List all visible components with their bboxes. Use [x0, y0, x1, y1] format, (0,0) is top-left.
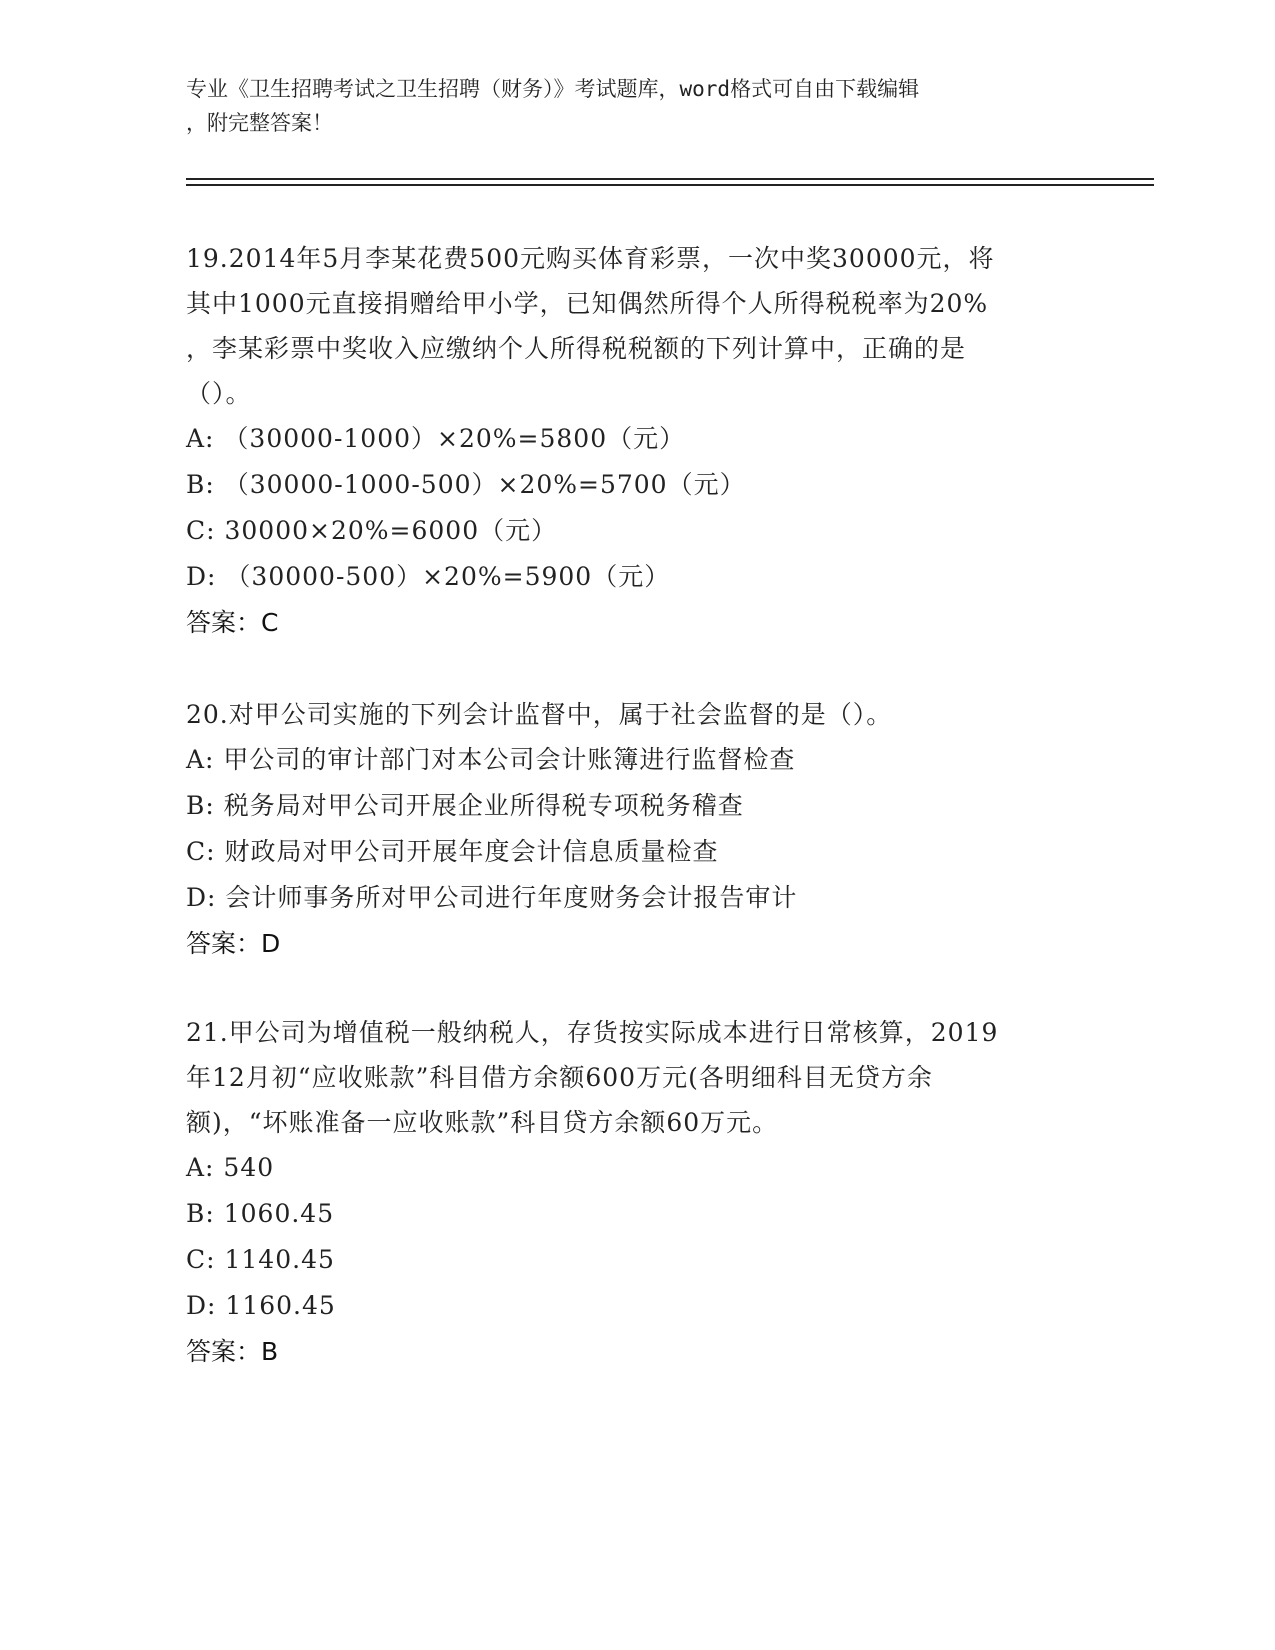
stem-line: 19.2014年5月李某花费500元购买体育彩票，一次中奖30000元，将	[186, 244, 995, 273]
option-b: B: 税务局对甲公司开展企业所得税专项税务稽查	[186, 791, 744, 820]
question-19	[186, 236, 1086, 646]
header-line-2: ，附完整答案！	[186, 111, 333, 135]
header-divider-bottom	[186, 184, 1154, 186]
answer-label: 答案：D	[186, 929, 281, 958]
option-c: C: 30000×20%=6000（元）	[186, 516, 558, 545]
stem-line: ，李某彩票中奖收入应缴纳个人所得税税额的下列计算中，正确的是	[186, 334, 967, 363]
question-20	[186, 692, 1086, 967]
header-line-1: 专业《卫生招聘考试之卫生招聘（财务）》考试题库，word格式可自由下载编辑	[186, 77, 920, 101]
option-a: A: （30000-1000）×20%=5800（元）	[186, 424, 686, 453]
answer-label: 答案：B	[186, 1337, 279, 1366]
stem-line: 其中1000元直接捐赠给甲小学，已知偶然所得个人所得税税率为20%	[186, 289, 989, 318]
stem-line: 年12月初“应收账款”科目借方余额600万元(各明细科目无贷方余	[186, 1063, 933, 1092]
option-c: C: 财政局对甲公司开展年度会计信息质量检查	[186, 837, 719, 866]
question-stem	[186, 236, 1086, 416]
document-header	[186, 72, 1076, 140]
stem-line: （）。	[186, 379, 252, 408]
option-c: C: 1140.45	[186, 1245, 335, 1274]
question-21	[186, 1010, 1086, 1375]
option-a: A: 540	[186, 1153, 275, 1182]
option-b: B: （30000-1000-500）×20%=5700（元）	[186, 470, 746, 499]
answer-label: 答案：C	[186, 608, 279, 637]
header-divider-top	[186, 178, 1154, 180]
stem-line: 20.对甲公司实施的下列会计监督中，属于社会监督的是（）。	[186, 700, 893, 729]
option-d: D: （30000-500）×20%=5900（元）	[186, 562, 671, 591]
question-stem	[186, 692, 1086, 737]
option-d: D: 会计师事务所对甲公司进行年度财务会计报告审计	[186, 883, 798, 912]
stem-line: 额)，“坏账准备一应收账款”科目贷方余额60万元。	[186, 1108, 779, 1137]
question-stem	[186, 1010, 1086, 1145]
stem-line: 21.甲公司为增值税一般纳税人，存货按实际成本进行日常核算，2019	[186, 1018, 999, 1047]
option-a: A: 甲公司的审计部门对本公司会计账簿进行监督检查	[186, 745, 796, 774]
option-b: B: 1060.45	[186, 1199, 335, 1228]
option-d: D: 1160.45	[186, 1291, 336, 1320]
